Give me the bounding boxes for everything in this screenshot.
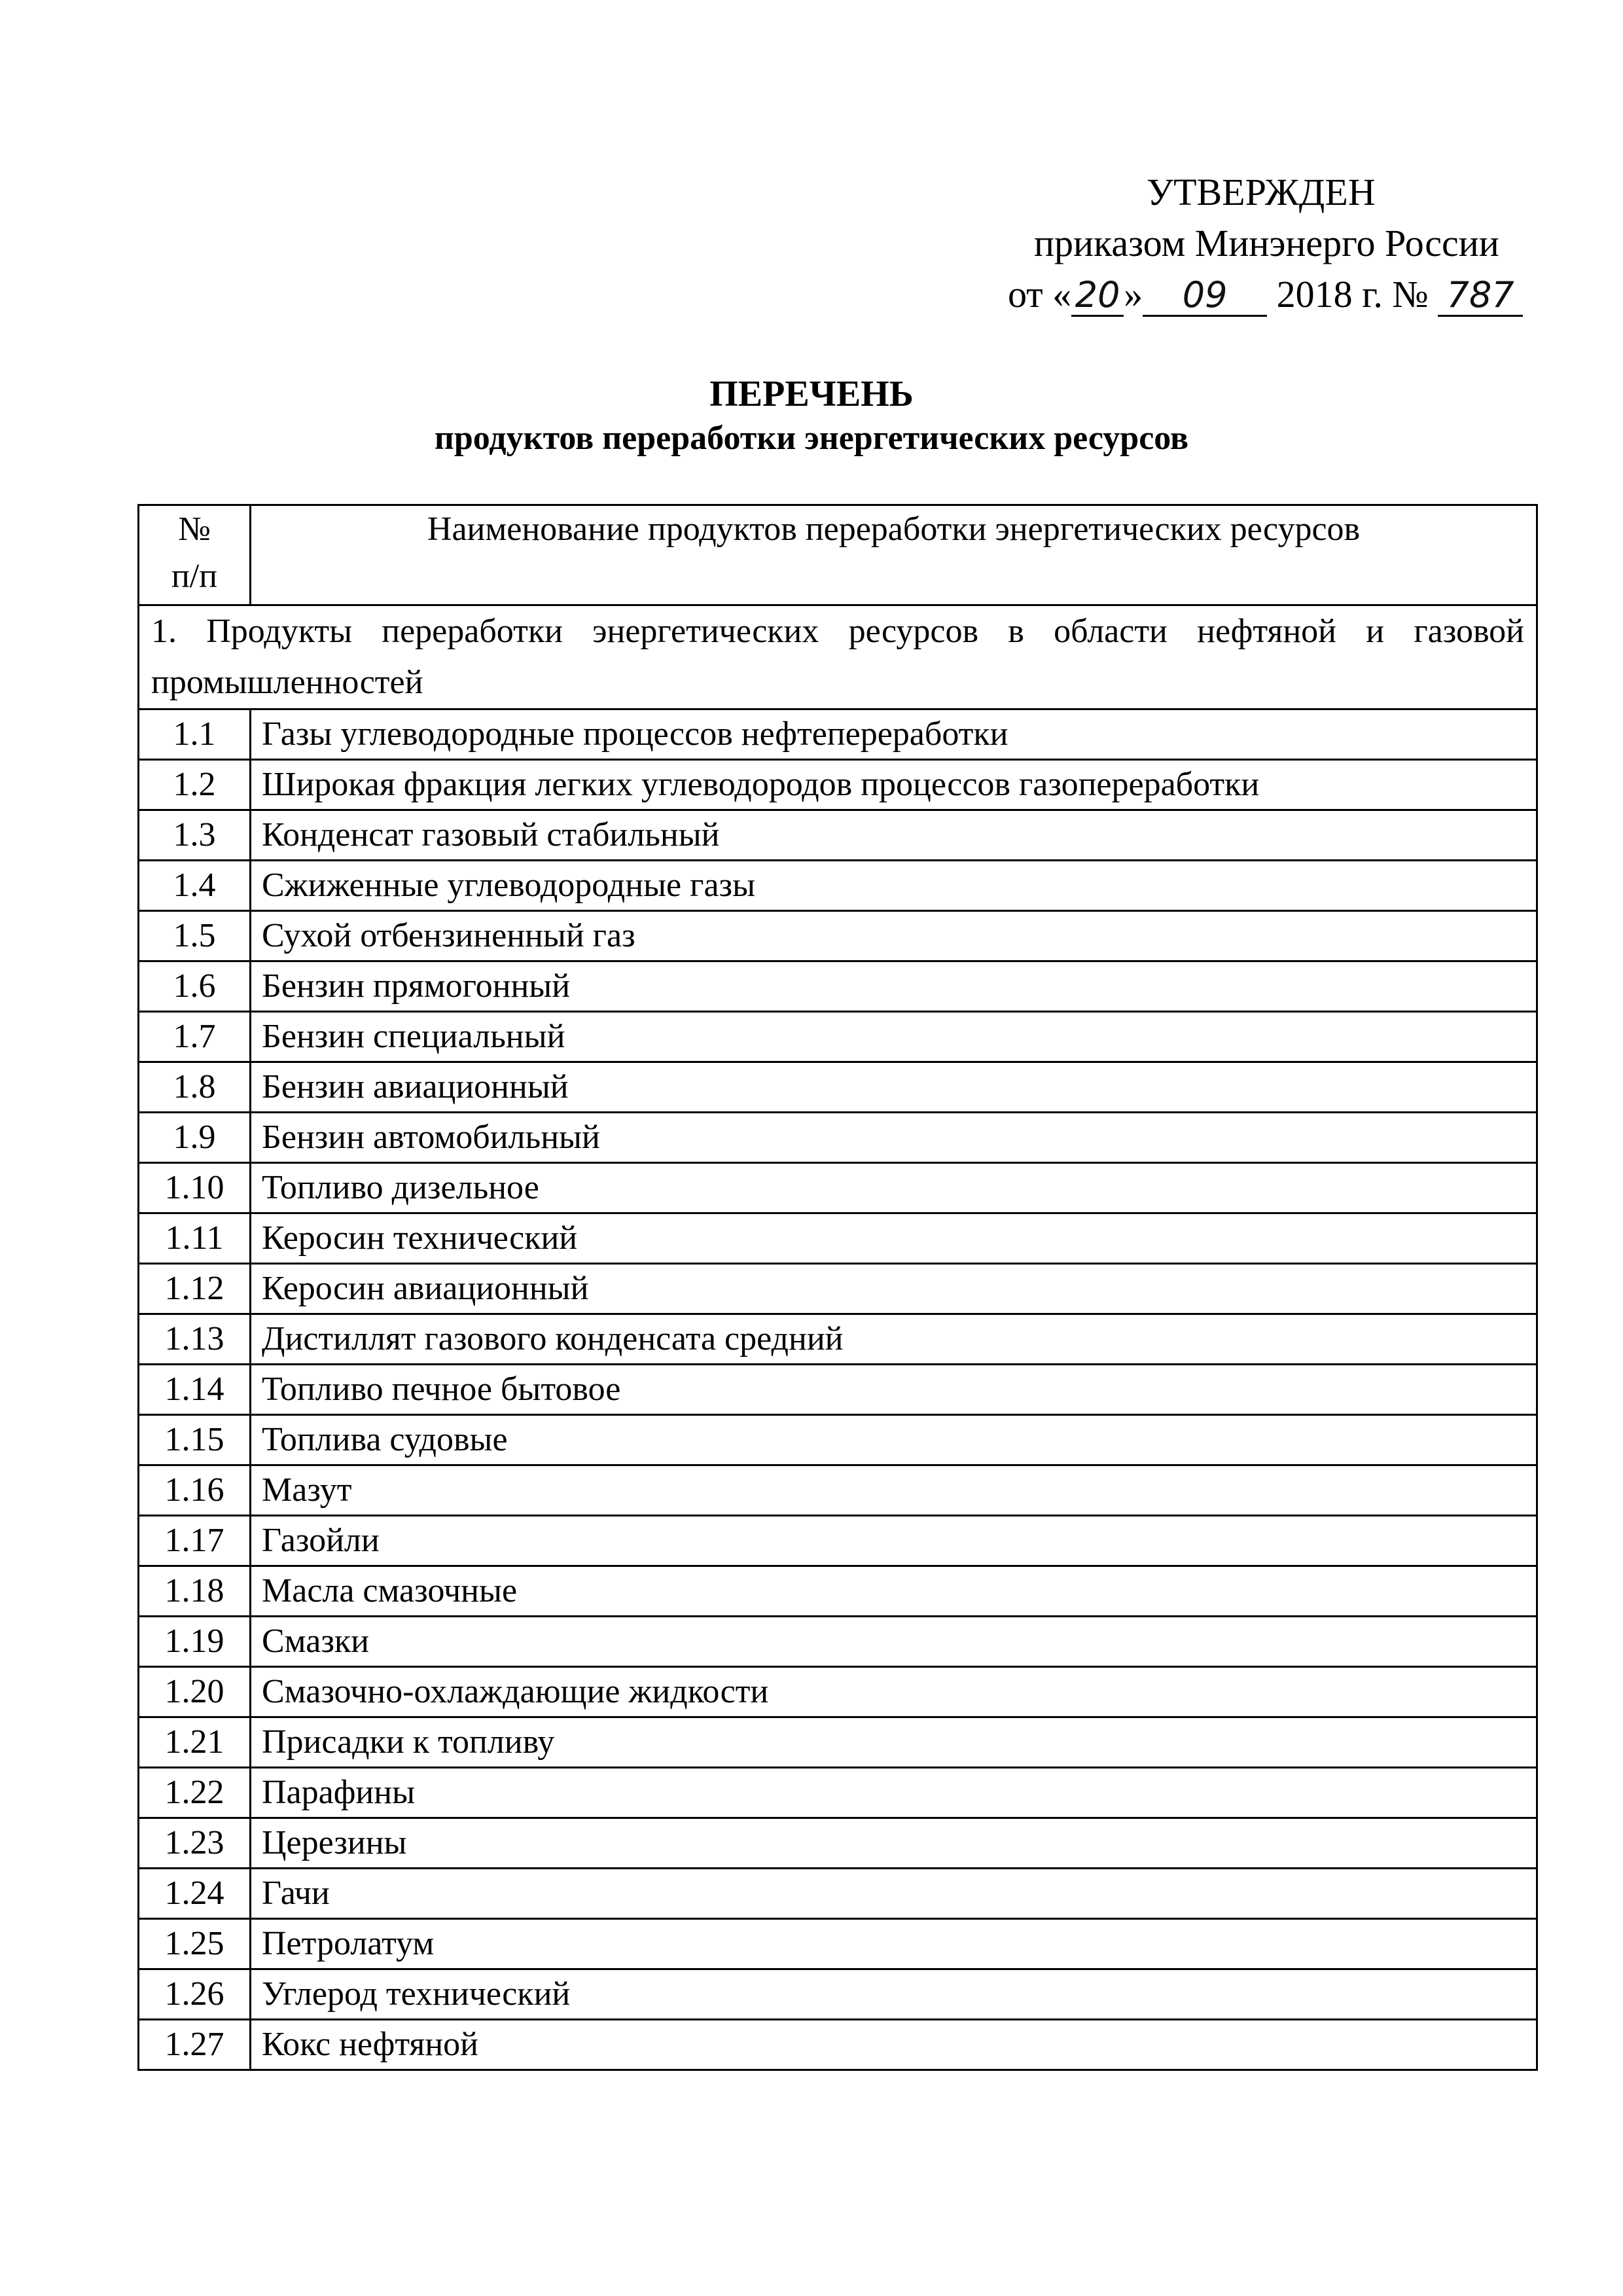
row-number: 1.26 bbox=[139, 1969, 251, 2020]
row-product-name: Керосин технический bbox=[251, 1213, 1537, 1264]
row-number: 1.13 bbox=[139, 1314, 251, 1365]
header-number-cell bbox=[139, 505, 251, 605]
row-number: 1.14 bbox=[139, 1365, 251, 1415]
table-row bbox=[139, 1919, 1537, 1969]
table-row bbox=[139, 911, 1537, 961]
table-row bbox=[139, 1465, 1537, 1516]
table-row bbox=[139, 709, 1537, 760]
row-product-name: Бензин автомобильный bbox=[251, 1113, 1537, 1163]
row-product-name: Газойли bbox=[251, 1516, 1537, 1566]
row-product-name: Бензин авиационный bbox=[251, 1062, 1537, 1113]
date-separator: » bbox=[1124, 273, 1143, 315]
table-row bbox=[139, 1163, 1537, 1213]
row-product-name: Масла смазочные bbox=[251, 1566, 1537, 1617]
row-number: 1.24 bbox=[139, 1869, 251, 1919]
row-product-name: Бензин прямогонный bbox=[251, 961, 1537, 1012]
row-product-name: Сухой отбензиненный газ bbox=[251, 911, 1537, 961]
row-product-name: Мазут bbox=[251, 1465, 1537, 1516]
row-number: 1.2 bbox=[139, 760, 251, 810]
row-number: 1.15 bbox=[139, 1415, 251, 1465]
row-product-name: Гачи bbox=[251, 1869, 1537, 1919]
row-product-name: Присадки к топливу bbox=[251, 1717, 1537, 1768]
date-prefix: от « bbox=[1008, 273, 1072, 315]
row-product-name: Кокс нефтяной bbox=[251, 2020, 1537, 2070]
table-row bbox=[139, 1818, 1537, 1869]
row-number: 1.22 bbox=[139, 1768, 251, 1818]
row-number: 1.5 bbox=[139, 911, 251, 961]
row-product-name: Углерод технический bbox=[251, 1969, 1537, 2020]
row-product-name: Топливо печное бытовое bbox=[251, 1365, 1537, 1415]
table-row bbox=[139, 1768, 1537, 1818]
approval-stamp bbox=[982, 167, 1558, 320]
products-table bbox=[137, 504, 1538, 2071]
header-number-symbol: № bbox=[178, 511, 211, 548]
section-heading: 1. Продукты переработки энергетических ресурсов в области нефтяной и газовой промышленностей bbox=[139, 605, 1537, 709]
table-row bbox=[139, 1415, 1537, 1465]
table-row bbox=[139, 1969, 1537, 2020]
row-number: 1.7 bbox=[139, 1012, 251, 1062]
approval-heading: УТВЕРЖДЕН bbox=[1147, 171, 1376, 213]
table-row bbox=[139, 1566, 1537, 1617]
row-number: 1.6 bbox=[139, 961, 251, 1012]
handwritten-order-number: 787 bbox=[1438, 276, 1523, 317]
row-number: 1.25 bbox=[139, 1919, 251, 1969]
table-row bbox=[139, 1314, 1537, 1365]
header-name-cell: Наименование продуктов переработки энергетических ресурсов bbox=[251, 505, 1537, 605]
row-number: 1.8 bbox=[139, 1062, 251, 1113]
row-number: 1.27 bbox=[139, 2020, 251, 2070]
row-product-name: Дистиллят газового конденсата средний bbox=[251, 1314, 1537, 1365]
table-row bbox=[139, 1365, 1537, 1415]
table-row bbox=[139, 1869, 1537, 1919]
row-number: 1.18 bbox=[139, 1566, 251, 1617]
table-row bbox=[139, 1264, 1537, 1314]
table-row bbox=[139, 1617, 1537, 1667]
header-number-label: п/п bbox=[171, 558, 218, 595]
handwritten-day: 20 bbox=[1071, 276, 1124, 317]
row-number: 1.23 bbox=[139, 1818, 251, 1869]
table-row bbox=[139, 1213, 1537, 1264]
row-product-name: Петролатум bbox=[251, 1919, 1537, 1969]
row-product-name: Смазочно-охлаждающие жидкости bbox=[251, 1667, 1537, 1717]
row-product-name: Смазки bbox=[251, 1617, 1537, 1667]
row-product-name: Церезины bbox=[251, 1818, 1537, 1869]
table-row bbox=[139, 1012, 1537, 1062]
row-number: 1.1 bbox=[139, 709, 251, 760]
row-product-name: Сжиженные углеводородные газы bbox=[251, 861, 1537, 911]
row-number: 1.19 bbox=[139, 1617, 251, 1667]
row-product-name: Керосин авиационный bbox=[251, 1264, 1537, 1314]
approval-date-line bbox=[982, 269, 1558, 320]
table-row bbox=[139, 1516, 1537, 1566]
row-product-name: Топлива судовые bbox=[251, 1415, 1537, 1465]
table-row bbox=[139, 810, 1537, 861]
row-product-name: Парафины bbox=[251, 1768, 1537, 1818]
table-row bbox=[139, 861, 1537, 911]
row-number: 1.17 bbox=[139, 1516, 251, 1566]
table-row bbox=[139, 1717, 1537, 1768]
row-number: 1.20 bbox=[139, 1667, 251, 1717]
section-row bbox=[139, 605, 1537, 709]
row-number: 1.21 bbox=[139, 1717, 251, 1768]
table-row bbox=[139, 2020, 1537, 2070]
table-row bbox=[139, 1062, 1537, 1113]
row-number: 1.10 bbox=[139, 1163, 251, 1213]
row-number: 1.12 bbox=[139, 1264, 251, 1314]
table-header-row bbox=[139, 505, 1537, 605]
row-number: 1.16 bbox=[139, 1465, 251, 1516]
table-row bbox=[139, 1667, 1537, 1717]
row-number: 1.4 bbox=[139, 861, 251, 911]
row-product-name: Топливо дизельное bbox=[251, 1163, 1537, 1213]
table-row bbox=[139, 760, 1537, 810]
row-product-name: Конденсат газовый стабильный bbox=[251, 810, 1537, 861]
table-row bbox=[139, 961, 1537, 1012]
document-title: ПЕРЕЧЕНЬ bbox=[709, 374, 914, 414]
row-product-name: Бензин специальный bbox=[251, 1012, 1537, 1062]
table-row bbox=[139, 1113, 1537, 1163]
handwritten-month: 09 bbox=[1143, 276, 1267, 317]
approval-order-line: приказом Минэнерго России bbox=[1034, 222, 1499, 264]
row-product-name: Газы углеводородные процессов нефтепереработки bbox=[251, 709, 1537, 760]
row-number: 1.3 bbox=[139, 810, 251, 861]
date-year: 2018 г. № bbox=[1276, 273, 1429, 315]
document-subtitle: продуктов переработки энергетических ресурсов bbox=[434, 420, 1189, 457]
row-number: 1.9 bbox=[139, 1113, 251, 1163]
row-number: 1.11 bbox=[139, 1213, 251, 1264]
row-product-name: Широкая фракция легких углеводородов процессов газопереработки bbox=[251, 760, 1537, 810]
